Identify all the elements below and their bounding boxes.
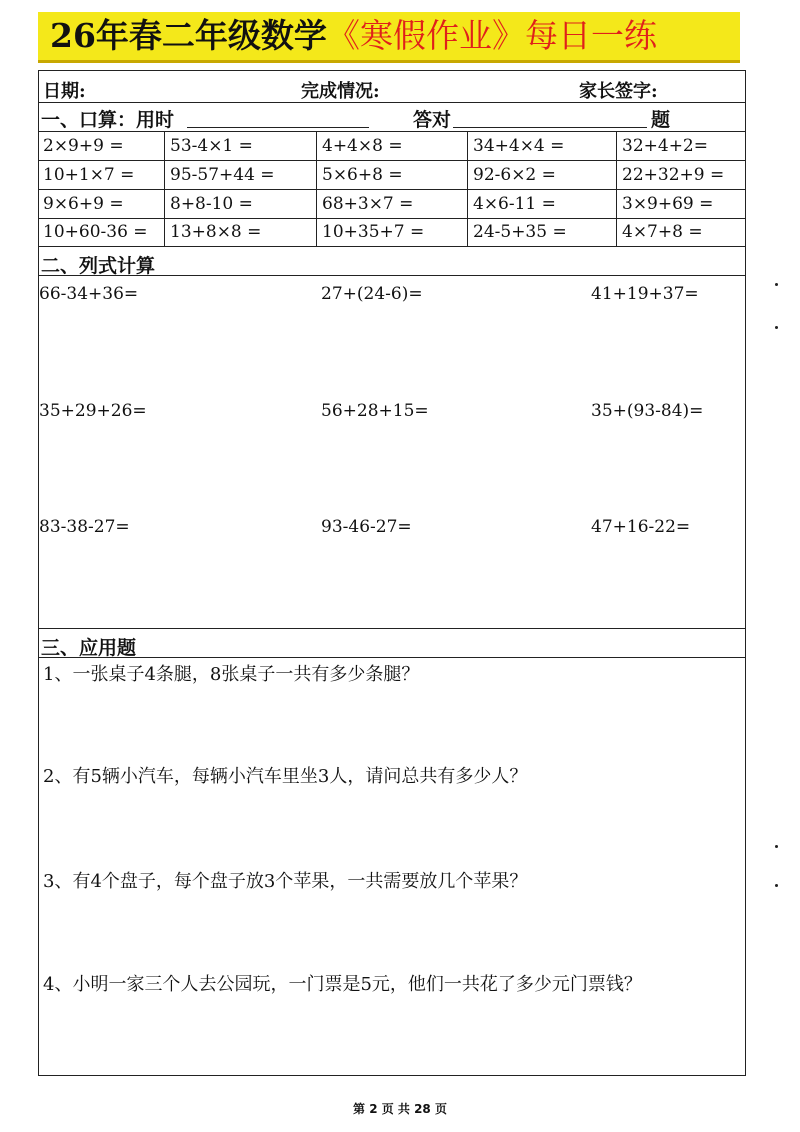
oral-item: 4×7+8 = bbox=[622, 222, 703, 242]
correct-blank bbox=[453, 127, 647, 128]
divider bbox=[39, 102, 745, 103]
title-prefix: 26年春二年级数学 bbox=[50, 16, 327, 55]
oral-item: 4+4×8 = bbox=[322, 136, 403, 156]
worksheet-title bbox=[38, 12, 740, 63]
written-expression: 56+28+15= bbox=[321, 401, 429, 421]
parent-signature-label: 家长签字: bbox=[579, 81, 658, 102]
section3-heading: 三、应用题 bbox=[41, 637, 137, 659]
word-problem: 4、小明一家三个人去公园玩，一门票是5元，他们一共花了多少元门票钱？ bbox=[43, 974, 642, 995]
oral-item: 32+4+2= bbox=[622, 136, 708, 156]
oral-item: 13+8×8 = bbox=[170, 222, 262, 242]
oral-item: 10+60-36 = bbox=[43, 222, 148, 242]
written-expression: 66-34+36= bbox=[39, 284, 139, 304]
written-expression: 27+(24-6)= bbox=[321, 284, 423, 304]
oral-item: 34+4×4 = bbox=[473, 136, 565, 156]
oral-item: 24-5+35 = bbox=[473, 222, 567, 242]
oral-item: 5×6+8 = bbox=[322, 165, 403, 185]
title-highlight: 《寒假作业》每日一练 bbox=[326, 16, 657, 55]
section2-heading: 二、列式计算 bbox=[41, 255, 156, 277]
oral-item: 22+32+9 = bbox=[622, 165, 725, 185]
section1-heading: 一、口算：用时 bbox=[41, 109, 175, 131]
divider bbox=[39, 628, 745, 629]
status-label: 完成情况: bbox=[301, 81, 380, 102]
worksheet bbox=[38, 70, 746, 1076]
word-problem: 2、有5辆小汽车，每辆小汽车里坐3人，请问总共有多少人？ bbox=[43, 766, 528, 787]
oral-item: 10+1×7 = bbox=[43, 165, 135, 185]
oral-item: 95-57+44 = bbox=[170, 165, 275, 185]
scan-speck bbox=[775, 884, 778, 887]
oral-item: 92-6×2 = bbox=[473, 165, 556, 185]
time-blank bbox=[187, 127, 369, 128]
divider bbox=[39, 657, 745, 658]
word-problem: 1、一张桌子4条腿，8张桌子一共有多少条腿？ bbox=[43, 664, 420, 685]
correct-label: 答对 bbox=[413, 109, 452, 131]
written-expression: 83-38-27= bbox=[39, 517, 130, 537]
grid-row-line bbox=[39, 246, 745, 247]
oral-item: 3×9+69 = bbox=[622, 194, 714, 214]
oral-item: 2×9+9 = bbox=[43, 136, 124, 156]
oral-item: 8+8-10 = bbox=[170, 194, 253, 214]
scan-speck bbox=[775, 845, 778, 848]
divider bbox=[39, 275, 745, 276]
word-problem: 3、有4个盘子，每个盘子放3个苹果，一共需要放几个苹果？ bbox=[43, 871, 528, 892]
oral-item: 4×6-11 = bbox=[473, 194, 556, 214]
date-label: 日期: bbox=[43, 81, 86, 102]
oral-item: 68+3×7 = bbox=[322, 194, 414, 214]
scan-speck bbox=[775, 283, 778, 286]
written-expression: 35+29+26= bbox=[39, 401, 147, 421]
written-expression: 93-46-27= bbox=[321, 517, 412, 537]
oral-item: 9×6+9 = bbox=[43, 194, 124, 214]
written-expression: 41+19+37= bbox=[591, 284, 699, 304]
page-footer: 第 2 页 共 28 页 bbox=[353, 1102, 447, 1116]
oral-item: 53-4×1 = bbox=[170, 136, 253, 156]
written-expression: 35+(93-84)= bbox=[591, 401, 704, 421]
scan-speck bbox=[775, 326, 778, 329]
written-expression: 47+16-22= bbox=[591, 517, 691, 537]
oral-item: 10+35+7 = bbox=[322, 222, 425, 242]
unit-label: 题 bbox=[651, 109, 671, 131]
